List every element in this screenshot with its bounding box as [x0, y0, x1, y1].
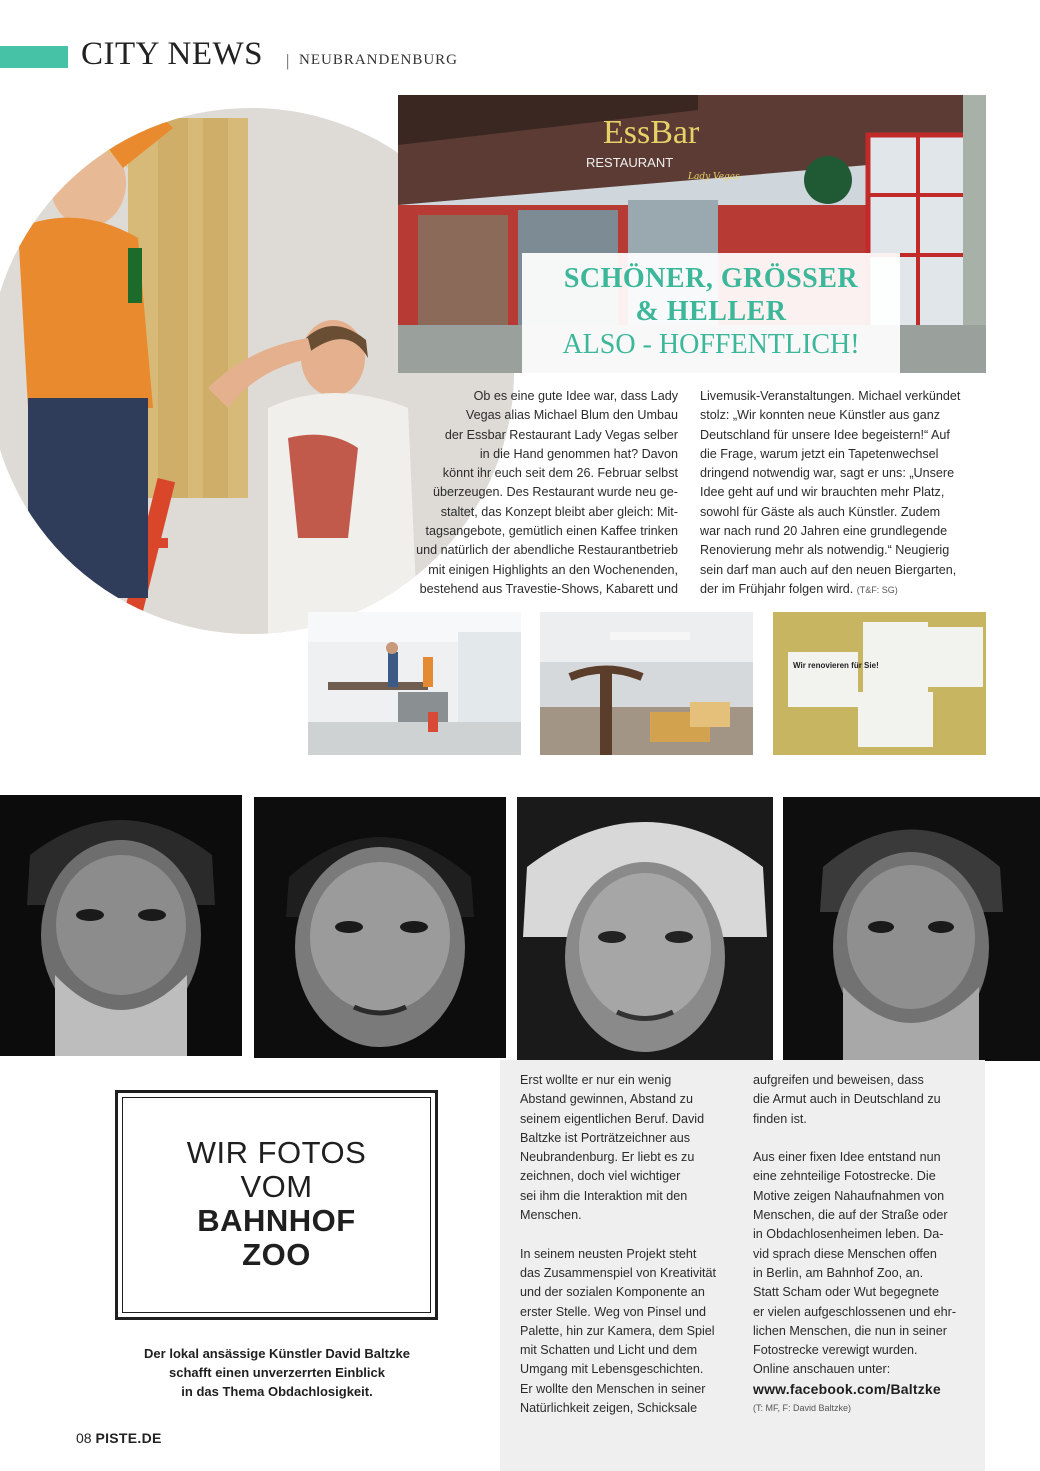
text-line: er vielen aufgeschlossenen und ehr-: [753, 1304, 957, 1319]
coat-rack-photo: [540, 612, 753, 755]
article1-headline: [522, 253, 900, 373]
sign-brand: EssBar: [603, 114, 700, 151]
text-line: die Frage, warum jetzt ein Tapetenwechsel: [700, 446, 939, 461]
text-line: Baltzke ist Porträtzeichner aus: [520, 1130, 691, 1145]
text-line: eine zehnteilige Fotostrecke. Die: [753, 1169, 936, 1184]
text-line: das Zusammenspiel von Kreativität: [520, 1265, 716, 1280]
text-line: Menschen, die auf der Straße oder: [753, 1208, 948, 1223]
photo-credit: (T: MF, F: David Baltzke): [753, 1403, 852, 1414]
headline-line-1: SCHÖNER, GRÖSSER: [563, 263, 859, 294]
section-title: CITY NEWS: [81, 36, 264, 72]
text-line: stolz: „Wir konnten neue Künstler aus ganz: [700, 408, 941, 423]
text-line: sowohl für Gäste als auch Künstler. Zudem: [700, 504, 941, 519]
text-line: Motive zeigen Nahaufnahmen von: [753, 1188, 945, 1203]
article1-column-1: [388, 387, 678, 599]
text-line: Aus einer fixen Idee entstand nun: [753, 1150, 941, 1165]
text-line: mit einigen Highlights an den Wochenenden,: [428, 562, 678, 577]
text-line: Fotostrecke verewigt wurden.: [753, 1343, 918, 1358]
text-line: Online anschauen unter:: [753, 1362, 891, 1377]
text-line: in die Hand genommen hat? Davon: [479, 446, 678, 461]
text-line: aufgreifen und beweisen, dass: [753, 1073, 924, 1087]
text-line: seinem eigentlichen Beruf. David: [520, 1111, 705, 1126]
title-line-2: VOM: [240, 1169, 313, 1204]
paragraph-gap: [753, 1129, 978, 1148]
text-line: Deutschland für unsere Idee begeistern!“ Auf: [700, 427, 950, 442]
header-separator: |: [286, 51, 290, 70]
text-line: Palette, hin zur Kamera, dem Spiel: [520, 1323, 715, 1338]
text-line: in Berlin, am Bahnhof Zoo, an.: [753, 1265, 924, 1280]
headline-line-2: & HELLER: [635, 296, 787, 327]
text-line: [700, 580, 990, 600]
text-line: und der sozialen Komponente an: [520, 1285, 705, 1300]
portrait-1: [0, 795, 242, 1056]
text-line: könnt ihr euch seit dem 26. Februar selbst: [442, 466, 678, 481]
interior-renovation-photo: [308, 612, 521, 755]
portrait-4: [783, 797, 1040, 1061]
article2-title-box: [122, 1097, 431, 1313]
text-line: Abstand gewinnen, Abstand zu: [520, 1092, 693, 1107]
text-line: Statt Scham oder Wut begegnete: [753, 1285, 939, 1300]
text-line: Ob es eine gute Idee war, dass Lady: [473, 389, 678, 403]
text-line: lichen Menschen, die nun in seiner: [753, 1323, 947, 1338]
sign-script: Lady Vegas: [688, 172, 740, 182]
text-line: in Obdachlosenheimen leben. Da-: [753, 1227, 944, 1242]
text-line: Livemusik-Veranstaltungen. Michael verkündet: [700, 389, 961, 403]
text-line: bestehend aus Travestie-Shows, Kabarett und: [419, 581, 678, 596]
text-line: mit Schatten und Licht und dem: [520, 1343, 698, 1358]
text-line: sei ihm die Interaktion mit den: [520, 1188, 688, 1203]
text-line-end: der im Frühjahr folgen wird.: [700, 581, 854, 596]
portrait-3: [517, 797, 773, 1061]
text-line: dringend notwendig war, sagt er uns: „Unsere: [700, 466, 955, 481]
title-line-3: BAHNHOF: [197, 1203, 356, 1238]
facebook-link[interactable]: www.facebook.com/Baltzke: [753, 1380, 941, 1397]
text-line: staltet, das Konzept bleibt aber gleich: Mit-: [440, 504, 678, 519]
text-line: der Essbar Restaurant Lady Vegas selber: [444, 427, 678, 442]
text-line: erster Stelle. Weg von Pinsel und: [520, 1304, 706, 1319]
article2-column-1: [520, 1071, 745, 1418]
article2-subhead: [100, 1344, 454, 1401]
sign-sub: RESTAURANT: [586, 155, 674, 170]
subhead-line: schafft einen unverzerrten Einblick: [168, 1365, 385, 1380]
text-line: finden ist.: [753, 1111, 807, 1126]
text-line: sein darf man auch auf den neuen Biergarten,: [700, 562, 957, 577]
text-line: war nach rund 20 Jahren eine grundlegende: [700, 524, 948, 539]
text-line: Umgang mit Lebensgeschichten.: [520, 1362, 704, 1377]
text-line: Menschen.: [520, 1208, 582, 1223]
text-line: die Armut auch in Deutschland zu: [753, 1092, 941, 1107]
section-city: NEUBRANDENBURG: [299, 52, 459, 68]
paragraph-gap: [520, 1225, 745, 1244]
text-line: und natürlich der abendliche Restaurantbetrieb: [416, 543, 678, 558]
text-line: Vegas alias Michael Blum den Umbau: [465, 408, 678, 423]
header-accent-bar: [0, 46, 68, 68]
title-line-1: WIR FOTOS: [186, 1135, 367, 1170]
text-line: Erst wollte er nur ein wenig: [520, 1073, 672, 1087]
text-line: Neubrandenburg. Er liebt es zu: [520, 1150, 695, 1165]
page-number: 08: [76, 1430, 92, 1446]
page-footer: [76, 1430, 162, 1446]
title-line-4: ZOO: [242, 1237, 311, 1272]
renovation-poster-photo: [773, 612, 986, 755]
article2-column-2: [753, 1071, 978, 1418]
text-line: In seinem neusten Projekt steht: [520, 1246, 697, 1261]
text-line: tagsangebote, gemütlich einen Kaffee trinken: [425, 524, 678, 539]
text-line: Idee geht auf und wir brauchten mehr Platz,: [700, 485, 945, 500]
text-line: überzeugen. Des Restaurant wurde neu ge-: [432, 485, 678, 500]
subhead-line: Der lokal ansässige Künstler David Baltzke: [144, 1346, 410, 1361]
poster-text: Wir renovieren für Sie!: [793, 661, 879, 670]
article1-column-2: [700, 387, 990, 600]
text-line: Natürlichkeit zeigen, Schicksale: [520, 1401, 698, 1416]
text-line: Renovierung mehr als notwendig.“ Neugierig: [700, 543, 950, 558]
text-line: Er wollte den Menschen in seiner: [520, 1381, 706, 1396]
text-line: zeichnen, doch viel wichtiger: [520, 1169, 681, 1184]
text-line: vid sprach diese Menschen offen: [753, 1246, 937, 1261]
subhead-line: in das Thema Obdachlosigkeit.: [181, 1384, 373, 1399]
photo-credit: (T&F: SG): [856, 584, 898, 595]
headline-line-3: ALSO - HOFFENTLICH!: [562, 329, 860, 360]
magazine-brand: PISTE.DE: [95, 1430, 162, 1446]
portrait-2: [254, 797, 506, 1058]
